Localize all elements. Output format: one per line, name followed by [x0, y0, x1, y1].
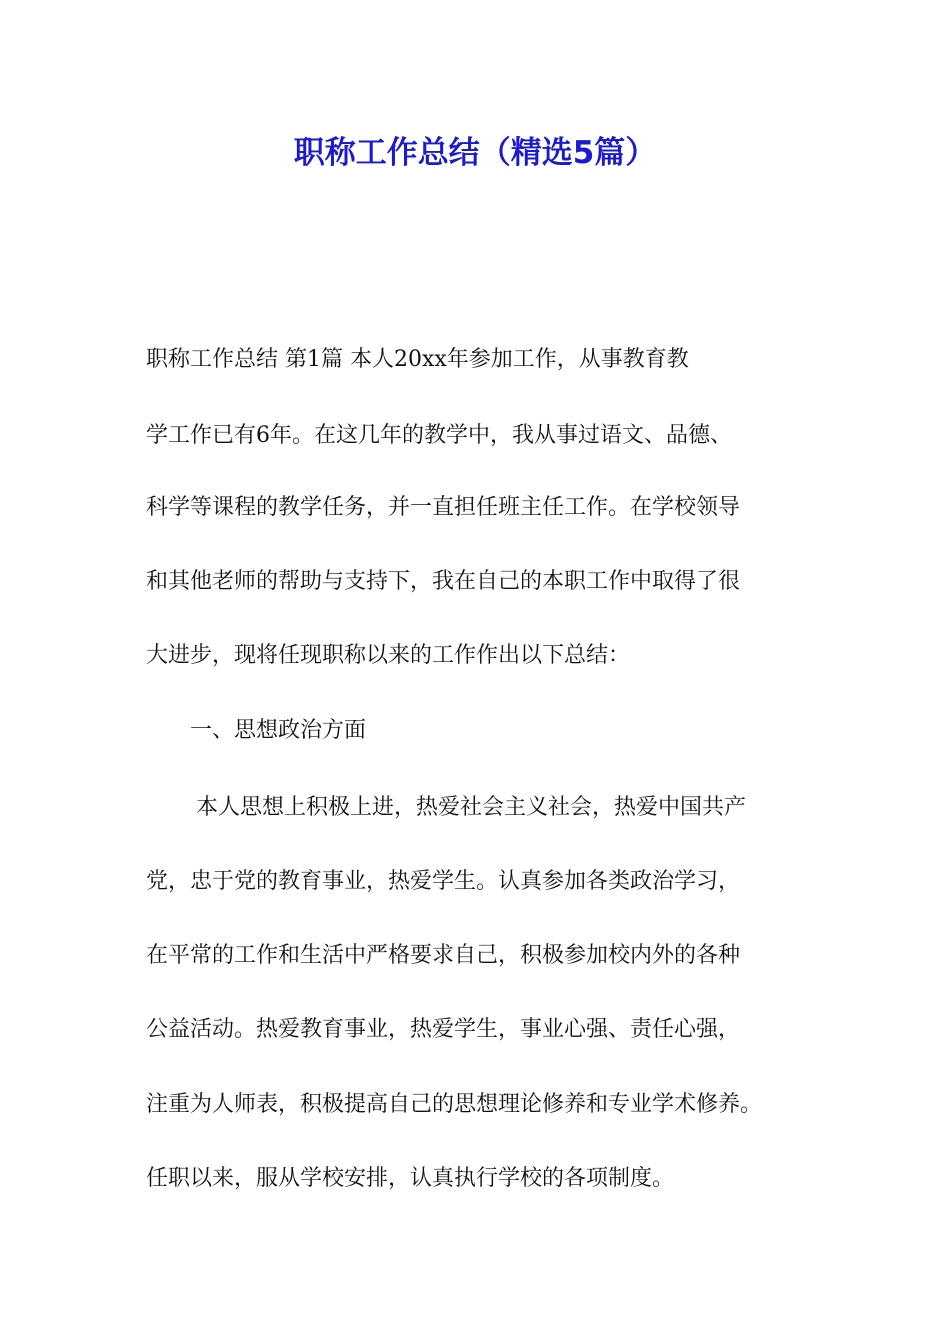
body-line-5: 大进步，现将任现职称以来的工作作出以下总结： [146, 643, 631, 668]
body-line-2: 学工作已有6年。在这几年的教学中，我从事过语文、品德、 [146, 423, 732, 448]
body-line-11: 注重为人师表，积极提高自己的思想理论修养和专业学术修养。 [146, 1092, 763, 1117]
body-line-9: 在平常的工作和生活中严格要求自己，积极参加校内外的各种 [146, 943, 741, 968]
body-line-8: 党，忠于党的教育事业，热爱学生。认真参加各类政治学习， [146, 869, 741, 894]
body-line-3: 科学等课程的教学任务，并一直担任班主任工作。在学校领导 [146, 495, 741, 520]
document-title: 职称工作总结（精选5篇） [293, 135, 657, 171]
body-line-12: 任职以来，服从学校安排，认真执行学校的各项制度。 [146, 1166, 675, 1191]
body-line-7: 本人思想上积极上进，热爱社会主义社会，热爱中国共产 [196, 795, 747, 820]
body-line-4: 和其他老师的帮助与支持下，我在自己的本职工作中取得了很 [146, 569, 741, 594]
body-line-1: 职称工作总结 第1篇 本人20xx年参加工作，从事教育教 [146, 347, 689, 372]
section-heading-thought-politics: 一、思想政治方面 [190, 718, 367, 743]
body-line-10: 公益活动。热爱教育事业，热爱学生，事业心强、责任心强， [146, 1017, 741, 1042]
